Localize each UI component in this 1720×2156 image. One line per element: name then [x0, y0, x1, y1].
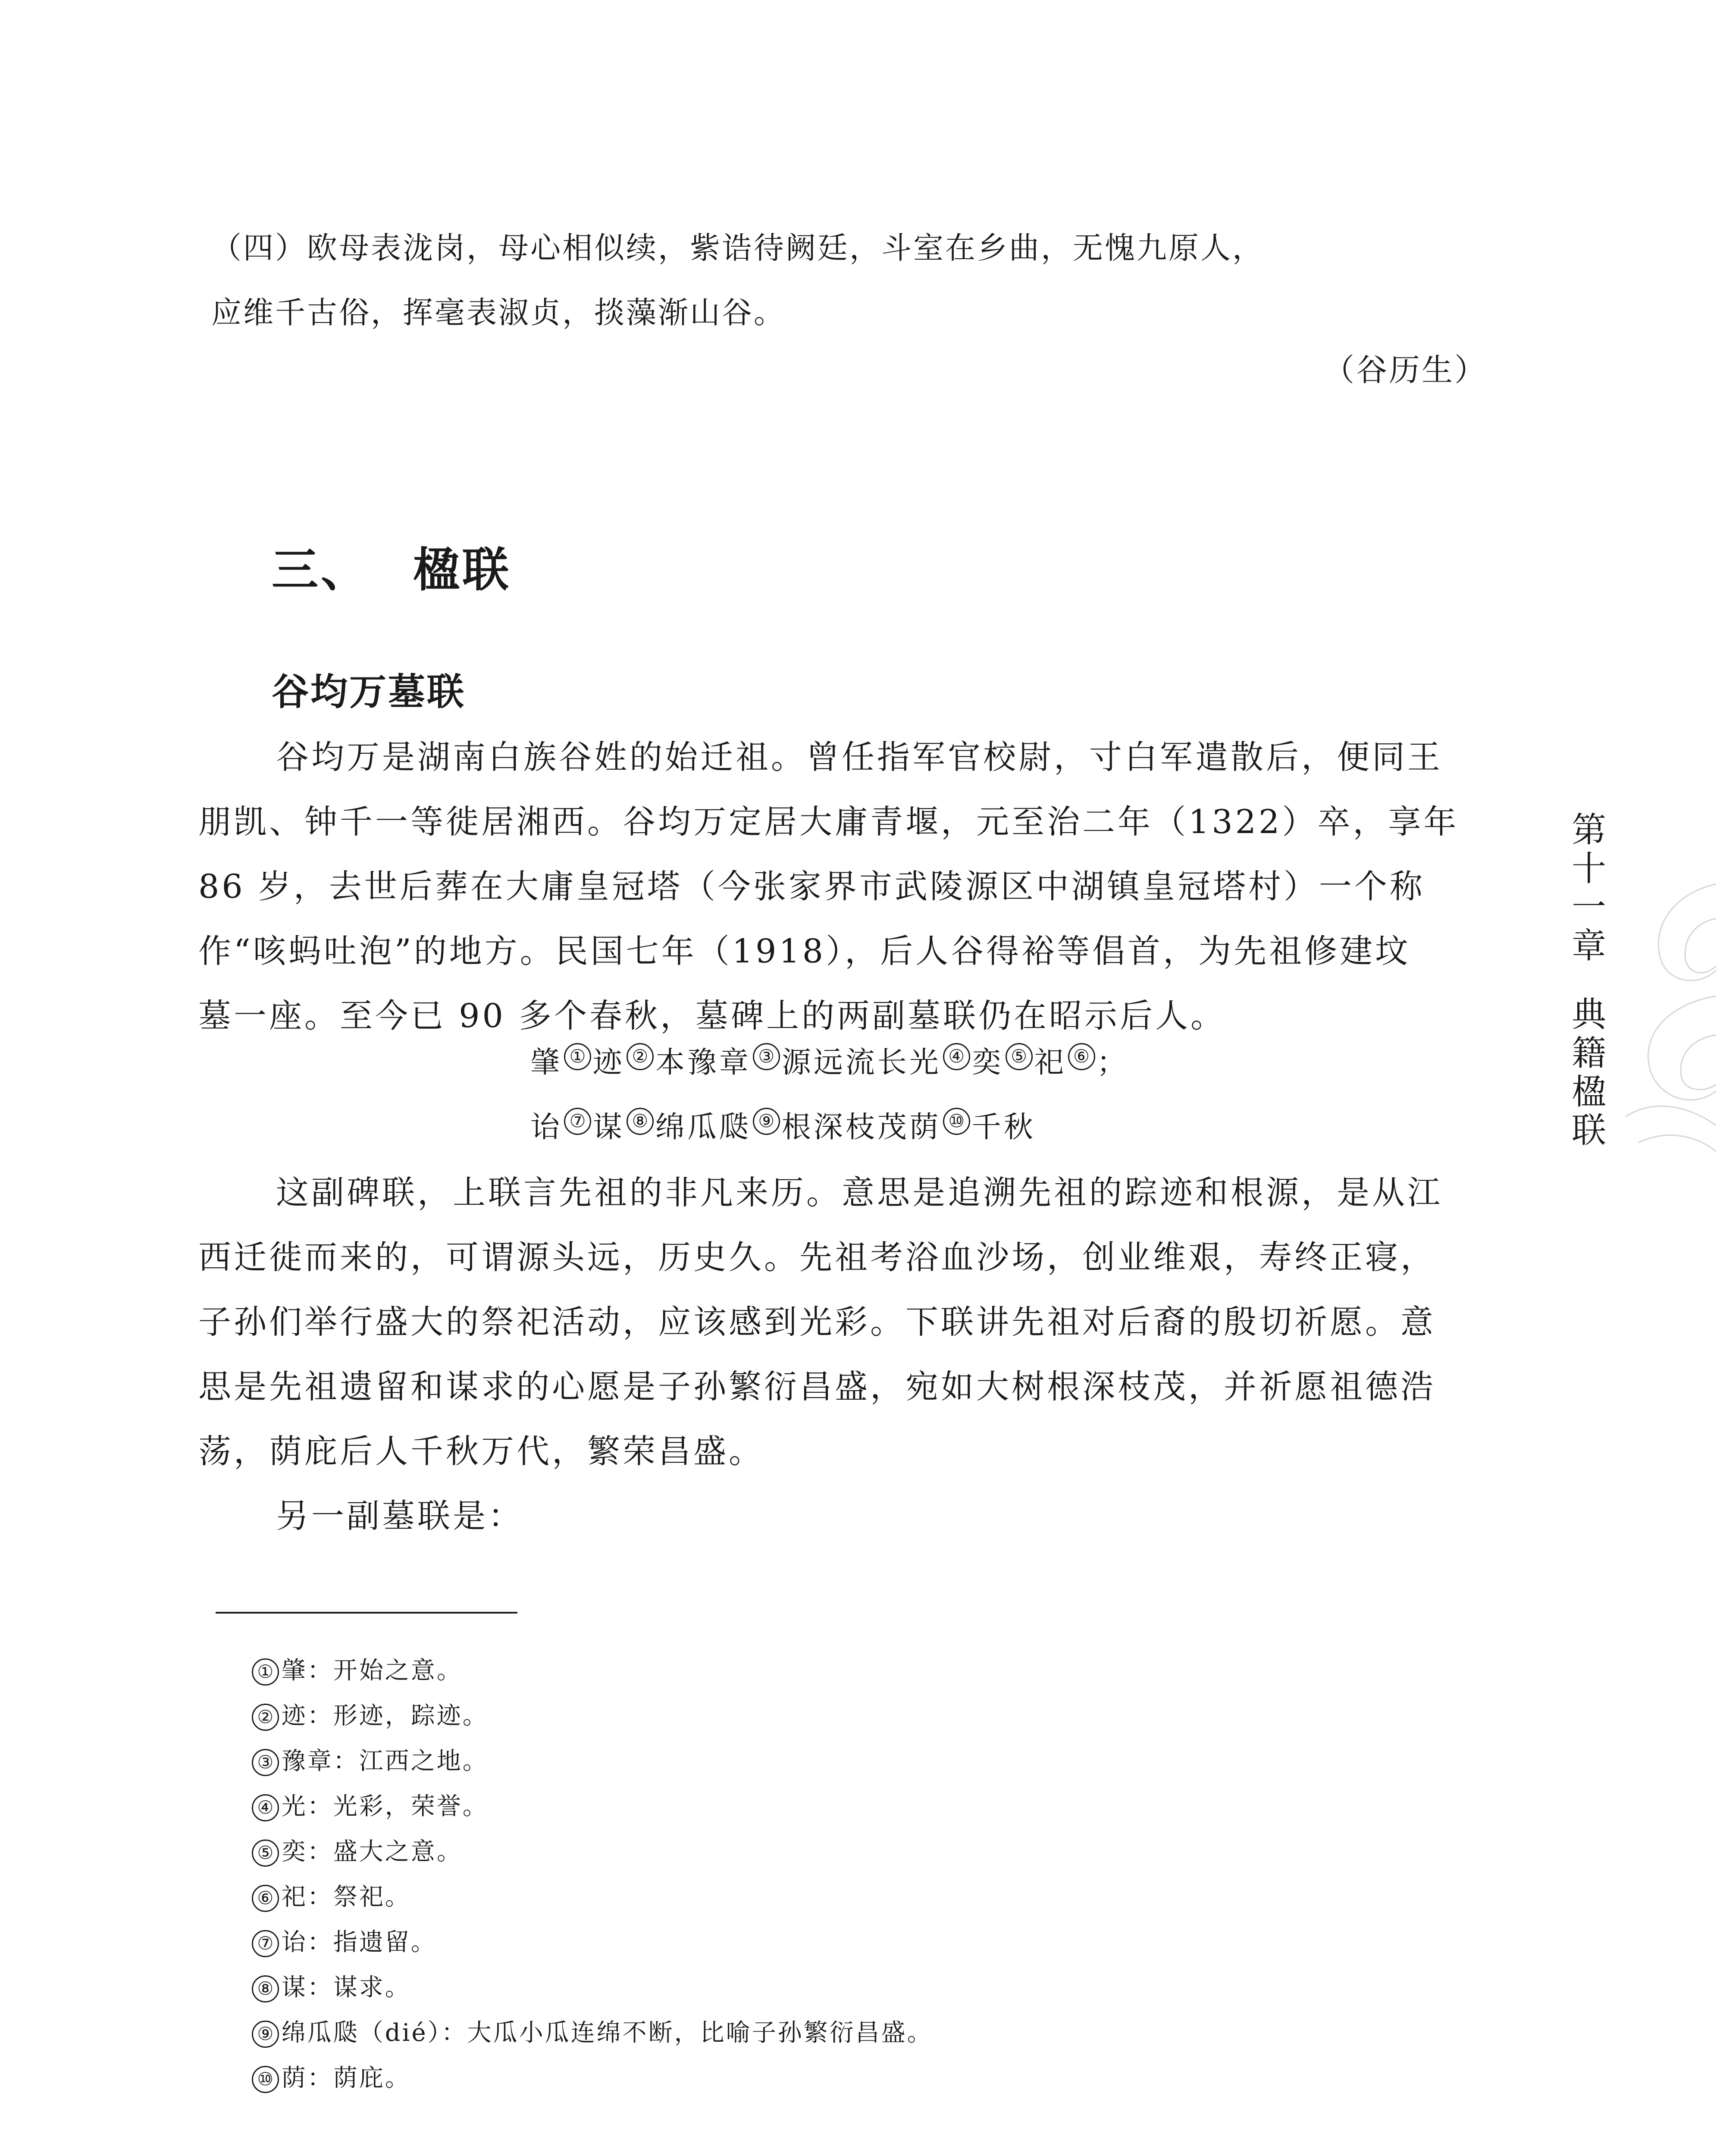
- note-marker[interactable]: ⑩: [943, 1108, 970, 1135]
- sidebar-char: 典: [1572, 994, 1606, 1035]
- para2-line-5: 荡，荫庇后人千秋万代，繁荣昌盛。: [198, 1432, 764, 1470]
- para1-line-3: 86 岁，去世后葬在大庸皇冠塔（今张家界市武陵源区中湖镇皇冠塔村）一个称: [198, 867, 1425, 906]
- footnote-5: ⑤ 奕：盛大之意。: [250, 1833, 463, 1867]
- note-marker[interactable]: ⑨: [753, 1108, 780, 1135]
- sidebar-chapter: [1570, 811, 1608, 965]
- footnote-3: ③ 豫章：江西之地。: [250, 1742, 489, 1777]
- para1-line-2: 朋凯、钟千一等徙居湘西。谷均万定居大庸青堰，元至治二年（1322）卒，享年: [198, 802, 1459, 841]
- para2-line-4: 思是先祖遗留和谋求的心愿是子孙繁衍昌盛，宛如大树根深枝茂，并祈愿祖德浩: [198, 1367, 1436, 1406]
- section-heading: [272, 533, 511, 599]
- poem-line-2: 应维千古俗，挥毫表淑贞，掞藻渐山谷。: [211, 295, 786, 330]
- footnote-divider: [216, 1612, 517, 1614]
- sidebar-char: 第: [1572, 810, 1606, 850]
- footnote-9: ⑨ 绵瓜瓞（dié）：大瓜小瓜连绵不断，比喻子孙繁衍昌盛。: [250, 2014, 933, 2048]
- para2-line-1: 这副碑联，上联言先祖的非凡来历。意思是追溯先祖的踪迹和根源，是从江: [276, 1173, 1443, 1212]
- sidebar-char: 联: [1572, 1110, 1606, 1151]
- note-marker[interactable]: ④: [943, 1043, 970, 1070]
- note-marker[interactable]: ⑥: [1068, 1043, 1095, 1070]
- poem-attribution: （谷历生）: [1323, 352, 1487, 388]
- couplet-lower: 诒 ⑦ 谋 ⑧ 绵瓜瓞 ⑨ 根深枝茂荫 ⑩ 千秋: [530, 1104, 1036, 1146]
- note-marker[interactable]: ⑦: [564, 1108, 591, 1135]
- note-marker[interactable]: ③: [753, 1043, 780, 1070]
- footnote-1: ① 肇：开始之意。: [250, 1651, 463, 1686]
- footnote-6: ⑥ 祀：祭祀。: [250, 1878, 411, 1912]
- para2-line-2: 西迁徙而来的，可谓源头远，历史久。先祖考浴血沙场，创业维艰，寿终正寝，: [198, 1238, 1436, 1276]
- footnote-8: ⑧ 谋：谋求。: [250, 1968, 411, 2003]
- footnote-10: ⑩ 荫：荫庇。: [250, 2059, 411, 2093]
- sidebar-char: 籍: [1572, 1033, 1606, 1073]
- chapter-sidebar: [1570, 811, 1608, 1150]
- para3-line: 另一副墓联是：: [276, 1497, 523, 1535]
- footnote-4: ④ 光：光彩，荣誉。: [250, 1787, 489, 1822]
- couplet-upper: 肇 ① 迹 ② 本豫章 ③ 源远流长光 ④ 奕 ⑤ 祀 ⑥ ；: [530, 1039, 1129, 1081]
- note-marker[interactable]: ②: [627, 1043, 654, 1070]
- sidebar-char: 一: [1572, 887, 1606, 928]
- decorative-swirl: [1613, 832, 1720, 1212]
- para1-line-4: 作“咳蚂吐泡”的地方。民国七年（1918），后人谷得裕等倡首，为先祖修建坟: [198, 932, 1411, 970]
- footnote-7: ⑦ 诒：指遗留。: [250, 1923, 437, 1958]
- sidebar-char: 十: [1572, 848, 1606, 889]
- section-title: 楹联: [413, 543, 512, 597]
- sidebar-section: [1570, 995, 1608, 1150]
- para2-line-3: 子孙们举行盛大的祭祀活动，应该感到光彩。下联讲先祖对后裔的殷切祈愿。意: [198, 1303, 1436, 1341]
- note-marker[interactable]: ⑤: [1006, 1043, 1033, 1070]
- footnote-2: ② 迹：形迹，踪迹。: [250, 1697, 489, 1731]
- subsection-heading: 谷均万墓联: [272, 670, 466, 714]
- section-number: 三、: [272, 543, 370, 597]
- para1-line-5: 墓一座。至今已 90 多个春秋，墓碑上的两副墓联仍在昭示后人。: [198, 997, 1226, 1035]
- para1-line-1: 谷均万是湖南白族谷姓的始迁祖。曾任指军官校尉，寸白军遣散后，便同王: [276, 738, 1443, 776]
- note-marker[interactable]: ①: [564, 1043, 591, 1070]
- sidebar-char: 章: [1572, 925, 1606, 966]
- sidebar-char: 楹: [1572, 1072, 1606, 1112]
- note-marker[interactable]: ⑧: [627, 1108, 654, 1135]
- poem-line-1: （四）欧母表泷岗，母心相似续，紫诰待阙廷，斗室在乡曲，无愧九原人，: [211, 230, 1264, 266]
